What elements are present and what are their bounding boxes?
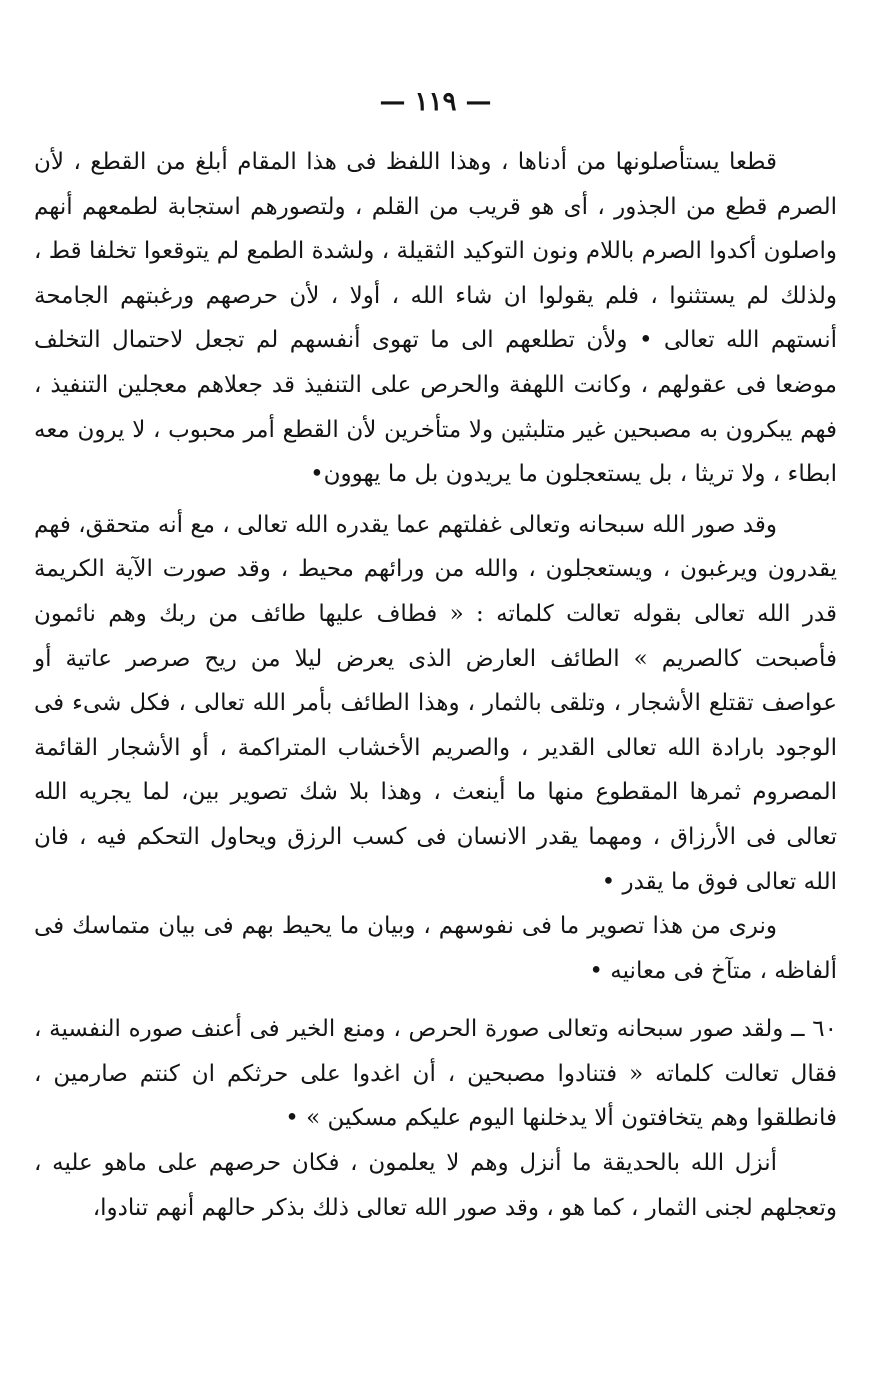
- paragraph-2: وقد صور الله سبحانه وتعالى غفلتهم عما يقدره الله تعالى ، مع أنه متحقق، فهم يقدرون ويرغبون ، ويستعجلون ، والله من ورائهم محيط ، وقد صورت الآية الكريمة قدر الله تعالى بقوله تعالت كلماته : « فطاف عليها طائف من ربك وهم نائمون فأصبحت كالصريم » الطائف العارض الذى يعرض ليلا من ريح صرصر عاتية أو عواصف تقتلع الأشجار ، وتلقى بالثمار ، وهذا الطائف بأمر الله تعالى ، فكل شىء فى الوجود بارادة الله تعالى القدير ، والصريم الأخشاب المتراكمة ، أو الأشجار القائمة المصروم ثمرها المقطوع منها ما أينعث ، وهذا بلا شك تصوير بين، لما يجريه الله تعالى فى الأرزاق ، ومهما يقدر الانسان فى كسب الرزق ويحاول التحكم فيه ، فان الله تعالى فوق ما يقدر •: [34, 511, 837, 895]
- paragraph-5: أنزل الله بالحديقة ما أنزل وهم لا يعلمون ، فكان حرصهم على ماهو عليه ، وتعجلهم لجنى الثمار ، كما هو ، وقد صور الله تعالى ذلك بذكر حالهم أنهم تنادوا،: [34, 1150, 837, 1221]
- paragraph-4: ٦٠ ــ ولقد صور سبحانه وتعالى صورة الحرص ، ومنع الخير فى أعنف صوره النفسية ، فقال تعالت كلماته « فتنادوا مصبحين ، أن اغدوا على حرثكم ان كنتم صارمين ، فانطلقوا وهم يتخافتون ألا يدخلنها اليوم عليكم مسكين » •: [34, 1016, 837, 1132]
- page-number: — ١١٩ —: [379, 87, 492, 117]
- paragraph-3: ونرى من هذا تصوير ما فى نفوسهم ، وبيان ما يحيط بهم فى بيان متماسك فى ألفاظه ، متآخ فى معانيه •: [34, 913, 837, 984]
- paragraph-1: قطعا يستأصلونها من أدناها ، وهذا اللفظ فى هذا المقام أبلغ من القطع ، لأن الصرم قطع من الجذور ، أى هو قريب من القلم ، ولتصورهم استجابة لطمعهم أنهم واصلون أكدوا الصرم باللام ونون التوكيد الثقيلة ، ولشدة الطمع لم يتوقعوا تخلفا قط ، ولذلك لم يستثنوا ، فلم يقولوا ان شاء الله ، أولا ، لأن حرصهم ورغبتهم الجامحة أنستهم الله تعالى • ولأن تطلعهم الى ما تهوى أنفسهم لم تجعل لاحتمال التخلف موضعا فى عقولهم ، وكانت اللهفة والحرص على التنفيذ قد جعلاهم معجلين التنفيذ ، فهم يبكرون به مصبحين غير متلبثين ولا متأخرين لأن القطع أمر محبوب ، لا يرون معه ابطاء ، ولا تريثا ، بل يستعجلون ما يريدون بل ما يهوون•: [34, 149, 837, 488]
- body-text: [34, 140, 837, 1230]
